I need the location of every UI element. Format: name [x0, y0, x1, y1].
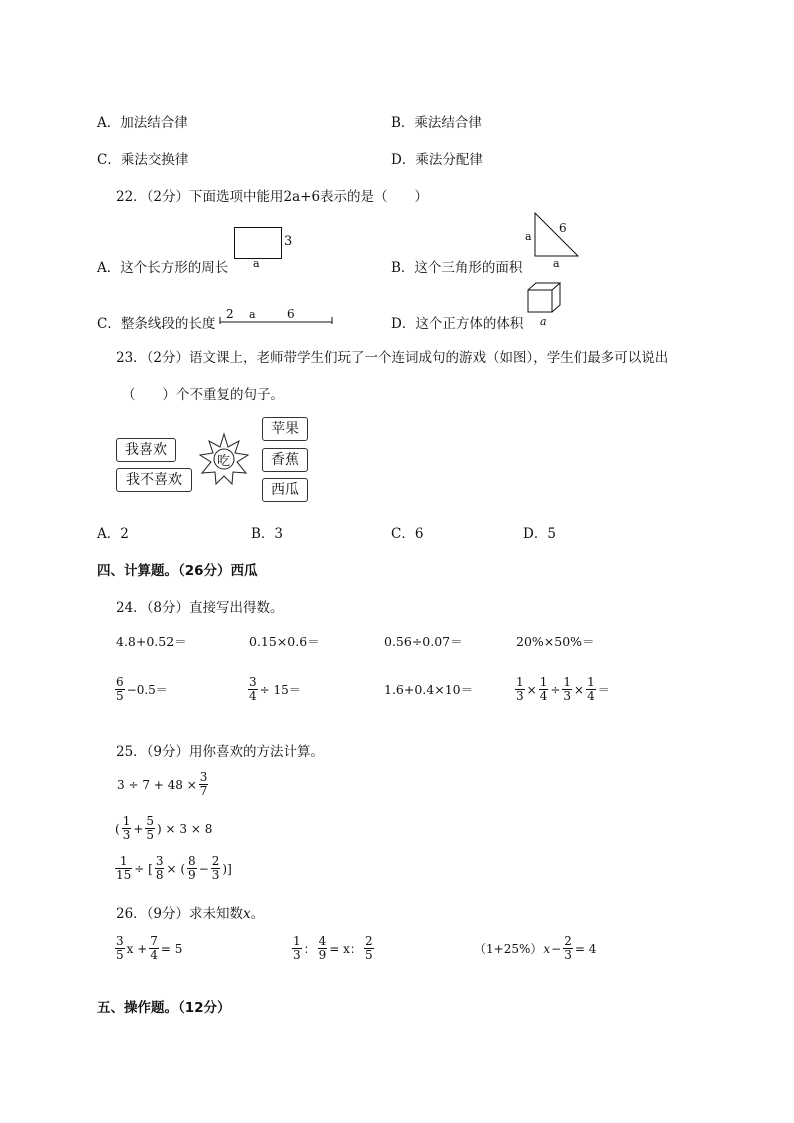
card-xigua: 西瓜: [262, 478, 308, 502]
q23-stem-2: （ ）个不重复的句子。: [122, 387, 284, 403]
q25-expr-3: $\frac{1}{15}$ ÷ [ $\frac{3}{8}$ × ( $\frac{8}{9}$ − $\frac{2}{3}$ )]: [116, 854, 232, 882]
q23-option-d: D．5: [523, 526, 556, 542]
q22-option-a: A．这个长方形的周长: [97, 260, 229, 276]
q24-item-8: $\frac{1}{3}$ × $\frac{1}{4}$ ÷ $\frac{1}{3}$ × $\frac{1}{4}$ ＝: [516, 675, 610, 703]
q23-option-b: B．3: [251, 526, 284, 542]
segment-label-1: 2: [226, 307, 234, 321]
card-wo-bu-xihuan: 我不喜欢: [116, 468, 192, 492]
q22-option-c: C．整条线段的长度: [97, 316, 216, 332]
q24-item-2: 0.15×0.6＝: [249, 634, 320, 649]
cube-edge-label: a: [540, 315, 547, 328]
rect-side-label: 3: [284, 234, 293, 249]
q25-expr-2: ( $\frac{1}{3}$ + $\frac{5}{5}$ ) × 3 × 8: [115, 814, 213, 842]
q26-stem: 26．（9分）求未知数x。: [116, 906, 265, 922]
q21-option-b: B．乘法结合律: [391, 115, 482, 131]
q24-item-6: $\frac{3}{4}$ ÷ 15＝: [249, 675, 301, 703]
segment-label-3: 6: [287, 307, 295, 321]
q24-item-4: 20%×50%＝: [516, 634, 595, 649]
triangle-hyp-label: 6: [559, 221, 567, 235]
q22-option-b: B．这个三角形的面积: [391, 260, 523, 276]
q25-expr-1: 3 ÷ 7 + 48 × $\frac{3}{7}$: [117, 770, 208, 798]
q26-eq-2: $\frac{1}{3}$ ： $\frac{4}{9}$ = x： $\frac{2}{5}$: [293, 934, 373, 962]
q21-option-d: D．乘法分配律: [391, 152, 483, 168]
triangle-base-label: a: [553, 257, 560, 270]
card-xiangjiao: 香蕉: [262, 448, 308, 472]
q24-item-1: 4.8+0.52＝: [116, 634, 187, 649]
segment-figure: [218, 312, 336, 326]
sun-center-label: 吃: [217, 454, 231, 469]
q22-option-d: D．这个正方体的体积: [391, 316, 524, 332]
triangle-figure: [534, 212, 580, 258]
q23-stem: 23．（2分）语文课上，老师带学生们玩了一个连词成句的游戏（如图），学生们最多可以说出: [116, 350, 669, 366]
q25-stem: 25．（9分）用你喜欢的方法计算。: [116, 744, 325, 760]
section-5-heading: 五、操作题。（12分）: [97, 1000, 231, 1016]
q24-item-7: 1.6+0.4×10＝: [384, 682, 474, 697]
card-wo-xihuan: 我喜欢: [116, 438, 176, 462]
q26-eq-3: （1+25%） x − $\frac{2}{3}$ = 4: [474, 934, 597, 962]
q21-option-c: C．乘法交换律: [97, 152, 189, 168]
q22-stem: 22．（2分）下面选项中能用2a+6表示的是（ ）: [116, 189, 429, 205]
card-pingguo: 苹果: [262, 417, 308, 441]
q24-stem: 24．（8分）直接写出得数。: [116, 600, 284, 616]
triangle-left-label: a: [525, 230, 532, 243]
section-4-heading: 四、计算题。（26分）西瓜: [97, 563, 258, 579]
q21-option-a: A．加法结合律: [97, 115, 188, 131]
q23-option-c: C．6: [391, 526, 424, 542]
segment-label-2: a: [249, 308, 256, 321]
cube-figure: [527, 282, 565, 314]
q26-eq-1: $\frac{3}{5}$ x + $\frac{7}{4}$ = 5: [116, 934, 183, 962]
rectangle-figure: [234, 227, 282, 259]
q23-option-a: A．2: [97, 526, 129, 542]
q24-item-3: 0.56÷0.07＝: [384, 634, 463, 649]
rect-base-label: a: [253, 257, 260, 270]
q24-item-5: $\frac{6}{5}$ −0.5＝: [116, 675, 168, 703]
